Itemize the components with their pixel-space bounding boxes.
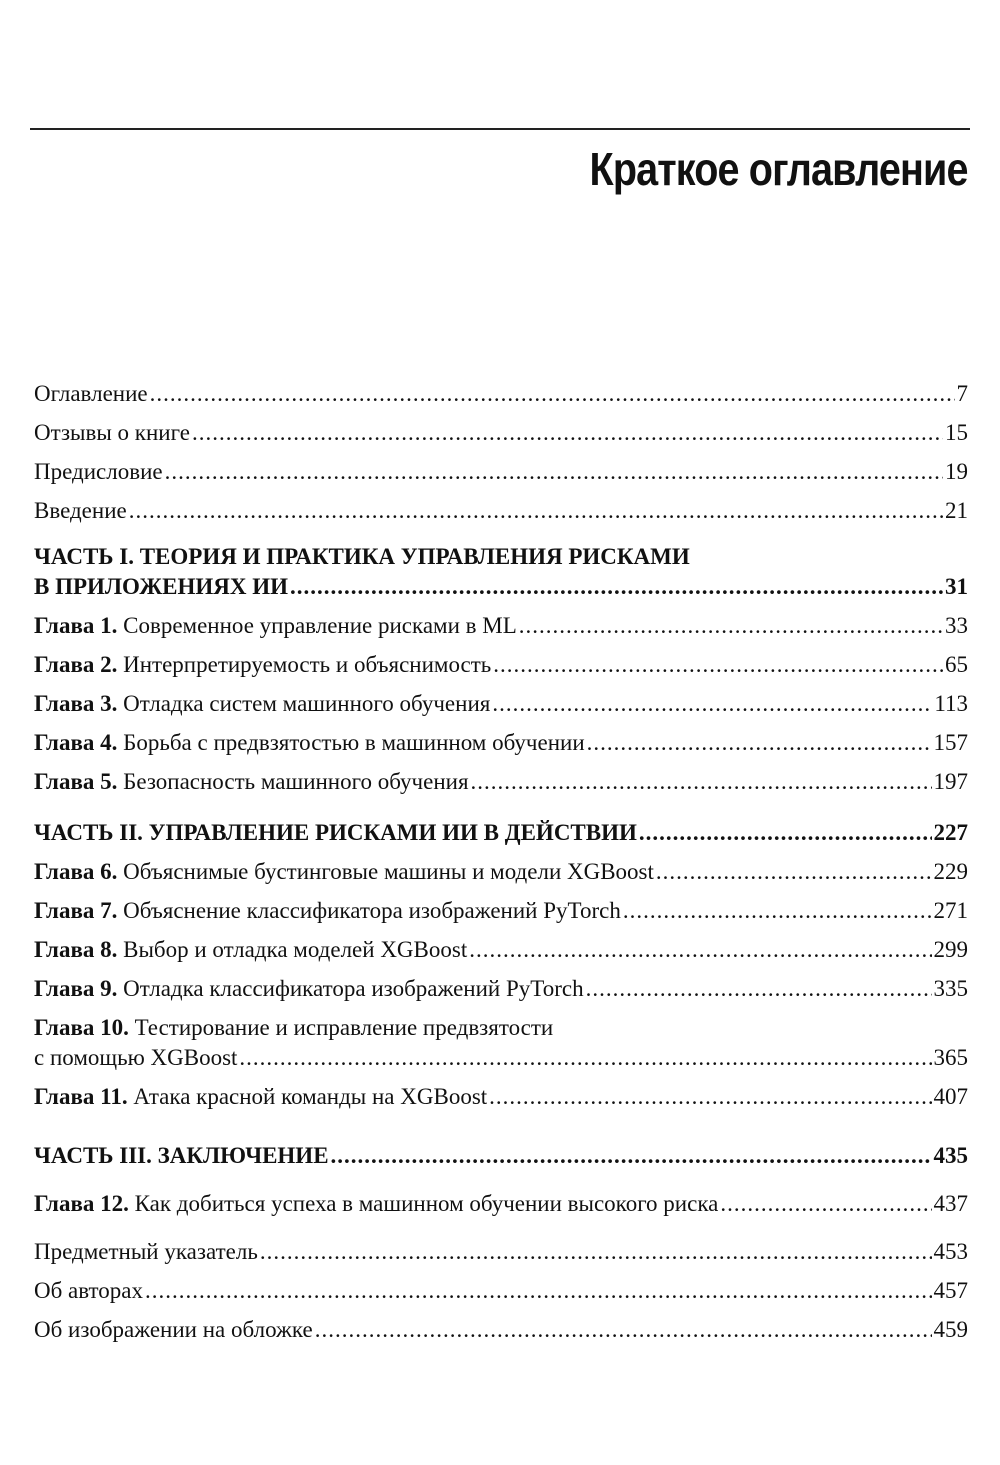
dot-leader: [315, 1315, 932, 1345]
chapter-number: Глава 2.: [34, 652, 118, 677]
toc-page-number: 335: [933, 976, 968, 1001]
dot-leader: [165, 457, 943, 487]
section-gap: [34, 797, 968, 812]
section-gap: [34, 1219, 968, 1228]
dot-leader: [519, 611, 943, 641]
dot-leader: [489, 1082, 931, 1112]
chapter-number: Глава 7.: [34, 898, 118, 923]
dot-leader: [656, 857, 932, 887]
toc-chapter-entry[interactable]: [34, 641, 968, 680]
chapter-number: Глава 9.: [34, 976, 118, 1001]
toc-page-number: 33: [945, 613, 968, 638]
toc-chapter-entry[interactable]: [34, 926, 968, 965]
toc-page-number: 113: [934, 691, 968, 716]
toc-page-number: 437: [933, 1191, 968, 1216]
chapter-title: Атака красной команды на XGBoost: [133, 1084, 488, 1109]
chapter-title-continued: с помощью XGBoost: [34, 1045, 238, 1070]
chapter-title: Объяснимые бустинговые машины и модели XGBoost: [123, 859, 654, 884]
toc-chapter-entry[interactable]: [34, 848, 968, 887]
dot-leader: [192, 418, 943, 448]
chapter-number: Глава 3.: [34, 691, 118, 716]
dot-leader: [331, 1141, 932, 1171]
dot-leader: [290, 572, 943, 602]
chapter-title: Отладка классификатора изображений PyTorch: [123, 976, 584, 1001]
part-2-heading[interactable]: [34, 812, 968, 848]
table-of-contents: [34, 370, 968, 1345]
toc-chapter-entry[interactable]: [34, 602, 968, 641]
chapter-title: Объяснение классификатора изображений PyTorch: [123, 898, 621, 923]
toc-entry-label: Предисловие: [34, 459, 163, 484]
toc-chapter-entry[interactable]: [34, 719, 968, 758]
chapter-title: Интерпретируемость и объяснимость: [123, 652, 492, 677]
chapter-number: Глава 12.: [34, 1191, 129, 1216]
toc-chapter-entry[interactable]: [34, 965, 968, 1004]
dot-leader: [260, 1237, 932, 1267]
dot-leader: [145, 1276, 931, 1306]
toc-entry[interactable]: [34, 448, 968, 487]
toc-entry-label: Отзывы о книге: [34, 420, 190, 445]
toc-page-number: 457: [933, 1278, 968, 1303]
toc-page-number: 15: [945, 420, 968, 445]
part-1-heading-line1[interactable]: ЧАСТЬ I. ТЕОРИЯ И ПРАКТИКА УПРАВЛЕНИЯ РИСКАМИ: [34, 544, 690, 569]
section-gap: [34, 1112, 968, 1132]
toc-entry-label: Предметный указатель: [34, 1239, 258, 1264]
chapter-title: Современное управление рисками в ML: [123, 613, 517, 638]
toc-entry[interactable]: [34, 1267, 968, 1306]
toc-entry[interactable]: [34, 1228, 968, 1267]
toc-page-number: 227: [933, 820, 968, 845]
chapter-number: Глава 11.: [34, 1084, 128, 1109]
chapter-number: Глава 6.: [34, 859, 118, 884]
chapter-number: Глава 10.: [34, 1015, 129, 1040]
dot-leader: [469, 935, 931, 965]
dot-leader: [720, 1189, 931, 1219]
toc-page-number: 7: [956, 381, 968, 406]
toc-chapter-entry[interactable]: [34, 1073, 968, 1112]
dot-leader: [639, 818, 932, 848]
toc-chapter-entry[interactable]: [34, 887, 968, 926]
chapter-number: Глава 4.: [34, 730, 118, 755]
chapter-number: Глава 8.: [34, 937, 118, 962]
chapter-title: Борьба с предвзятостью в машинном обучении: [123, 730, 585, 755]
part-1-heading[interactable]: [34, 572, 968, 602]
toc-page-number: 31: [945, 574, 968, 599]
chapter-title: Как добиться успеха в машинном обучении высокого риска: [134, 1191, 719, 1216]
toc-entry-label: Об изображении на обложке: [34, 1317, 313, 1342]
part-title: ЧАСТЬ III. ЗАКЛЮЧЕНИЕ: [34, 1143, 329, 1168]
toc-entry-label: Оглавление: [34, 381, 148, 406]
toc-page-number: 157: [933, 730, 968, 755]
toc-page-number: 197: [933, 769, 968, 794]
page-title: Краткое оглавление: [589, 143, 968, 195]
section-gap: [34, 526, 968, 542]
chapter-number: Глава 5.: [34, 769, 118, 794]
toc-chapter-entry[interactable]: [34, 1180, 968, 1219]
toc-chapter-entry[interactable]: [34, 680, 968, 719]
dot-leader: [492, 689, 932, 719]
chapter-number: Глава 1.: [34, 613, 118, 638]
dot-leader: [129, 496, 943, 526]
toc-page-number: 435: [933, 1143, 968, 1168]
toc-page-number: 299: [933, 937, 968, 962]
toc-page-number: 65: [945, 652, 968, 677]
dot-leader: [586, 974, 932, 1004]
toc-page-number: 459: [933, 1317, 968, 1342]
toc-chapter-entry-line1[interactable]: [34, 1013, 968, 1043]
part-3-heading[interactable]: [34, 1132, 968, 1171]
dot-leader: [587, 728, 932, 758]
dot-leader: [239, 1043, 931, 1073]
toc-entry[interactable]: [34, 409, 968, 448]
header-rule: [30, 128, 970, 130]
dot-leader: [471, 767, 932, 797]
chapter-title: Отладка систем машинного обучения: [123, 691, 491, 716]
chapter-title: Тестирование и исправление предвзятости: [134, 1015, 554, 1040]
toc-entry-label: Об авторах: [34, 1278, 144, 1303]
toc-entry[interactable]: [34, 1306, 968, 1345]
toc-page-number: 407: [933, 1084, 968, 1109]
dot-leader: [150, 379, 955, 409]
chapter-title: Выбор и отладка моделей XGBoost: [123, 937, 468, 962]
toc-page-number: 21: [945, 498, 968, 523]
part-title: ЧАСТЬ II. УПРАВЛЕНИЕ РИСКАМИ ИИ В ДЕЙСТВИИ: [34, 820, 637, 845]
chapter-title: Безопасность машинного обучения: [123, 769, 469, 794]
toc-page-number: 271: [933, 898, 968, 923]
dot-leader: [623, 896, 932, 926]
toc-page-number: 453: [933, 1239, 968, 1264]
toc-entry-label: Введение: [34, 498, 127, 523]
toc-page-number: 19: [945, 459, 968, 484]
toc-page-number: 229: [933, 859, 968, 884]
toc-chapter-entry[interactable]: [34, 1043, 968, 1073]
section-gap: [34, 1171, 968, 1180]
part-1-heading-line2: В ПРИЛОЖЕНИЯХ ИИ: [34, 574, 288, 599]
toc-entry[interactable]: [34, 487, 968, 526]
toc-page-number: 365: [933, 1045, 968, 1070]
toc-entry[interactable]: [34, 370, 968, 409]
dot-leader: [493, 650, 943, 680]
toc-chapter-entry[interactable]: [34, 758, 968, 797]
